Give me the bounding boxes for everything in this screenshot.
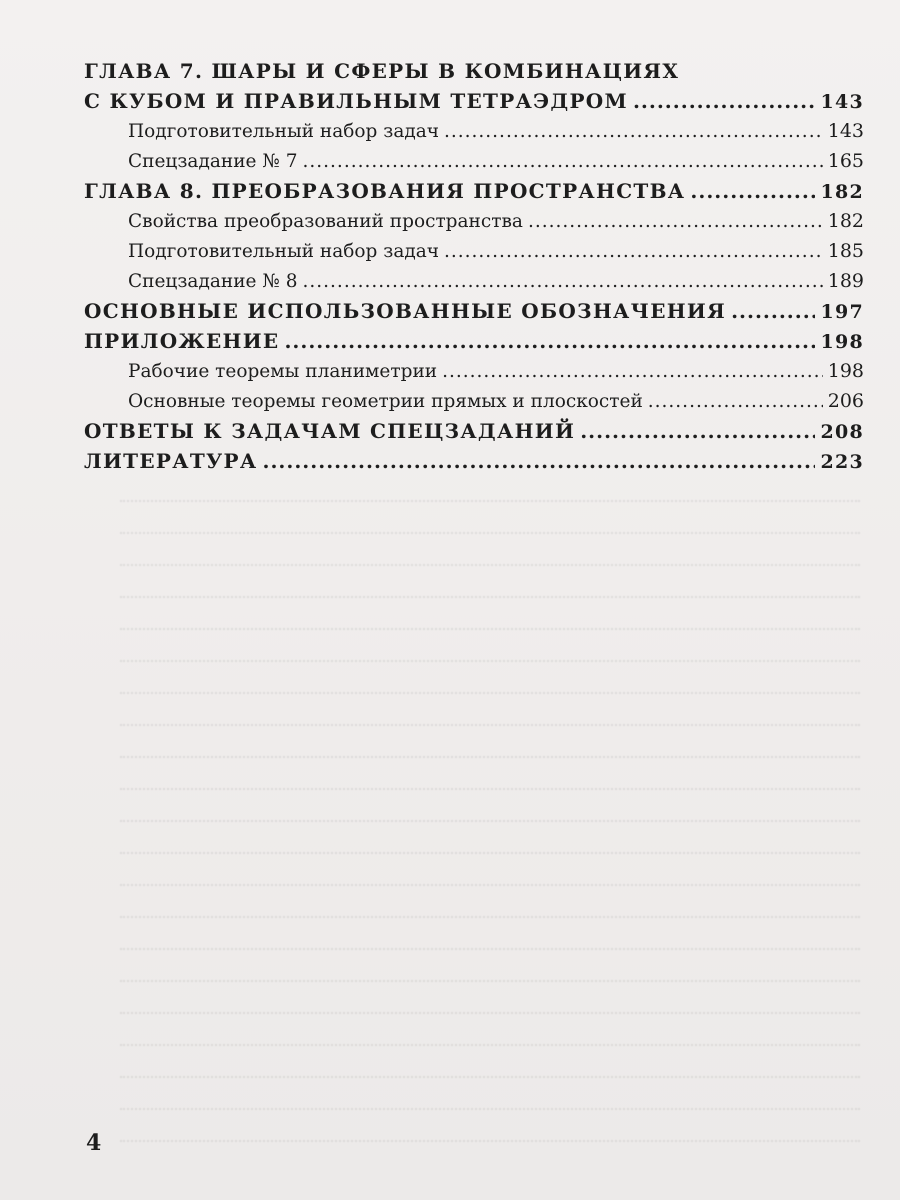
toc-entry (84, 236, 864, 266)
toc-entry-title: Спецзадание № 7 (128, 151, 298, 172)
leader-dots (284, 326, 815, 356)
toc-entry-page: 197 (820, 301, 864, 323)
toc-entry-page: 198 (827, 360, 864, 382)
toc-entry-title: ОТВЕТЫ К ЗАДАЧАМ СПЕЦЗАДАНИЙ (84, 419, 576, 443)
page-number: 4 (86, 1130, 102, 1156)
toc-entry-title: Подготовительный набор задач (128, 121, 440, 142)
toc-entry-page: 182 (820, 181, 864, 203)
toc-entry-page: 185 (827, 240, 864, 262)
leader-dots (303, 267, 823, 297)
toc-entry-title: ГЛАВА 8. ПРЕОБРАЗОВАНИЯ ПРОСТРАНСТВА (84, 179, 686, 203)
toc-entry (84, 266, 864, 296)
leader-dots (690, 176, 815, 206)
leader-dots (262, 446, 815, 476)
toc-entry-title: ПРИЛОЖЕНИЕ (84, 329, 280, 353)
toc-entry-title: ЛИТЕРАТУРА (84, 449, 258, 473)
bleed-through-background (120, 470, 860, 1110)
toc-entry-title: Рабочие теоремы планиметрии (128, 361, 438, 382)
leader-dots (648, 387, 823, 417)
toc-entry (84, 326, 864, 356)
leader-dots (580, 416, 815, 446)
toc-entry (84, 116, 864, 146)
toc-entry (84, 446, 864, 476)
toc-entry-page: 198 (820, 331, 864, 353)
leader-dots (444, 237, 823, 267)
toc-entry-page: 143 (827, 120, 864, 142)
toc-entry-title: Подготовительный набор задач (128, 241, 440, 262)
leader-dots (528, 207, 823, 237)
toc-entry (84, 56, 864, 86)
leader-dots (444, 117, 823, 147)
toc-entry-title: ОСНОВНЫЕ ИСПОЛЬЗОВАННЫЕ ОБОЗНАЧЕНИЯ (84, 299, 727, 323)
toc-entry (84, 206, 864, 236)
toc-entry-page: 182 (827, 210, 864, 232)
toc-entry-page: 189 (827, 270, 864, 292)
toc-entry (84, 146, 864, 176)
toc-entry-page: 143 (820, 91, 864, 113)
leader-dots (731, 296, 815, 326)
toc-entry-title: Свойства преобразований пространства (128, 211, 523, 232)
toc-entry-page: 223 (820, 451, 864, 473)
toc-entry-title: Спецзадание № 8 (128, 271, 298, 292)
toc-entry-page: 165 (827, 150, 864, 172)
toc-entry-page: 208 (820, 421, 864, 443)
toc-entry (84, 416, 864, 446)
toc-entry-title: С КУБОМ И ПРАВИЛЬНЫМ ТЕТРАЭДРОМ (84, 89, 628, 113)
toc-entry-page: 206 (827, 390, 864, 412)
toc-entry (84, 296, 864, 326)
table-of-contents (84, 56, 864, 476)
leader-dots (633, 86, 815, 116)
toc-entry (84, 86, 864, 116)
toc-entry-title: Основные теоремы геометрии прямых и плоскостей (128, 391, 643, 412)
toc-entry (84, 356, 864, 386)
leader-dots (442, 357, 823, 387)
toc-entry (84, 176, 864, 206)
leader-dots (303, 147, 823, 177)
toc-entry-title: ГЛАВА 7. ШАРЫ И СФЕРЫ В КОМБИНАЦИЯХ (84, 59, 680, 83)
toc-entry (84, 386, 864, 416)
